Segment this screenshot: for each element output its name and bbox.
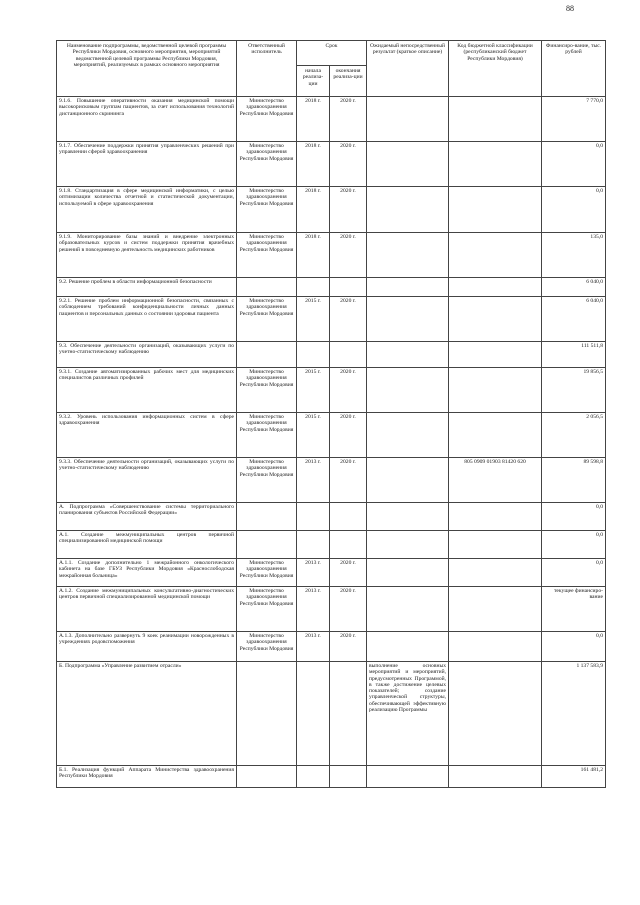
row-executor: [237, 342, 297, 368]
row-executor: [237, 503, 297, 531]
table-row: [57, 531, 606, 559]
row-start: [297, 662, 330, 766]
row-end: [330, 503, 367, 531]
row-name: 9.1.9. Мониторирование базы знаний и внедрение электронных образовательных курсов и систем поддержки принятия врачебных решений в повседневную деятельность медицинских работников: [57, 233, 237, 278]
row-end: [330, 662, 367, 766]
row-code: [449, 531, 542, 559]
row-code: [449, 503, 542, 531]
row-result: [367, 187, 449, 233]
row-executor: Министерство здравоохранения Республики Мордовия: [237, 187, 297, 233]
row-end: 2020 г.: [330, 413, 367, 458]
row-name: Б.1. Реализация функций Аппарата Министерства здравоохранения Республики Мордовия: [57, 766, 237, 788]
row-result: [367, 142, 449, 187]
page-number: 88: [566, 4, 574, 13]
row-funding: 0,0: [542, 187, 606, 233]
row-name: А.1.2. Создание межмуниципальных консультативно-диагностических центров первичной специализированной медицинской помощи: [57, 587, 237, 632]
row-start: 2018 г.: [297, 233, 330, 278]
row-executor: Министерство здравоохранения Республики Мордовия: [237, 233, 297, 278]
row-result: [367, 766, 449, 788]
row-code: [449, 662, 542, 766]
header-term-start: начала реализа-ции: [297, 66, 330, 97]
row-funding: 19 856,5: [542, 368, 606, 413]
row-result: [367, 342, 449, 368]
header-executor: Ответственный исполнитель: [237, 41, 297, 97]
row-name: А.1.1. Создание дополнительно 1 межрайонного онкологического кабинета на базе ГБУЗ Республики Мордовия «Краснослободская межрайонная больница»: [57, 559, 237, 587]
row-name: Б. Подпрограмма «Управление развитием отрасли»: [57, 662, 237, 766]
row-funding: 6 040,0: [542, 278, 606, 297]
table-row: [57, 559, 606, 587]
row-start: [297, 278, 330, 297]
table-row: [57, 503, 606, 531]
row-executor: Министерство здравоохранения Республики Мордовия: [237, 587, 297, 632]
row-executor: Министерство здравоохранения Республики Мордовия: [237, 413, 297, 458]
table-row: [57, 342, 606, 368]
row-result: [367, 559, 449, 587]
row-start: 2013 г.: [297, 587, 330, 632]
row-end: [330, 531, 367, 559]
row-executor: Министерство здравоохранения Республики Мордовия: [237, 458, 297, 503]
row-end: [330, 766, 367, 788]
row-start: 2015 г.: [297, 368, 330, 413]
row-funding: 0,0: [542, 503, 606, 531]
row-executor: Министерство здравоохранения Республики Мордовия: [237, 559, 297, 587]
row-funding: 7 770,0: [542, 97, 606, 142]
table-row: [57, 278, 606, 297]
row-funding: 1 137 583,9: [542, 662, 606, 766]
row-funding: 161 481,2: [542, 766, 606, 788]
row-start: 2013 г.: [297, 632, 330, 662]
row-end: 2020 г.: [330, 97, 367, 142]
row-start: 2018 г.: [297, 142, 330, 187]
row-code: [449, 342, 542, 368]
row-code: [449, 297, 542, 342]
row-end: 2020 г.: [330, 368, 367, 413]
row-end: 2020 г.: [330, 233, 367, 278]
row-code: [449, 632, 542, 662]
table-row: [57, 587, 606, 632]
row-code: [449, 278, 542, 297]
header-term-end: окончания реализа-ции: [330, 66, 367, 97]
row-result: [367, 632, 449, 662]
header-result: Ожидаемый непосредственный результат (краткое описание): [367, 41, 449, 97]
row-code: [449, 587, 542, 632]
row-result: [367, 531, 449, 559]
row-name: 9.1.8. Стандартизация в сфере медицинской информатики, с целью оптимизации количества отчетной и статистической документации, используемой в сфере здравоохранения: [57, 187, 237, 233]
table-row: [57, 632, 606, 662]
row-executor: Министерство здравоохранения Республики Мордовия: [237, 142, 297, 187]
row-end: 2020 г.: [330, 458, 367, 503]
row-start: [297, 531, 330, 559]
row-code: [449, 142, 542, 187]
row-executor: [237, 531, 297, 559]
table-row: [57, 662, 606, 766]
row-start: [297, 503, 330, 531]
row-code: [449, 368, 542, 413]
table-row: [57, 297, 606, 342]
row-name: 9.3.1. Создание автоматизированных рабочих мест для медицинских специалистов различных профилей: [57, 368, 237, 413]
row-end: 2020 г.: [330, 297, 367, 342]
row-result: [367, 413, 449, 458]
row-executor: Министерство здравоохранения Республики Мордовия: [237, 297, 297, 342]
row-result: [367, 278, 449, 297]
row-name: 9.2. Решение проблем в области информационной безопасности: [57, 278, 237, 297]
row-code: 805 0909 01903 81420 620: [449, 458, 542, 503]
row-start: [297, 766, 330, 788]
table-row: [57, 458, 606, 503]
row-name: 9.3.3. Обеспечение деятельности организаций, оказывающих услуги по учетно-статистическому наблюдению: [57, 458, 237, 503]
table-row: [57, 233, 606, 278]
row-name: 9.3.2. Уровень использования информационных систем в сфере здравоохранения: [57, 413, 237, 458]
row-end: [330, 278, 367, 297]
row-code: [449, 766, 542, 788]
row-result: [367, 97, 449, 142]
row-funding: 0,0: [542, 142, 606, 187]
row-result: [367, 503, 449, 531]
row-name: 9.3. Обеспечение деятельности организаций, оказывающих услуги по учетно-статистическому наблюдению: [57, 342, 237, 368]
row-name: 9.2.1. Решение проблем информационной безопасности, связанных с соблюдением требований конфиденциальности личных данных пациентов и персональных данных о состоянии здоровья пациента: [57, 297, 237, 342]
table-row: [57, 97, 606, 142]
row-code: [449, 413, 542, 458]
row-name: А.1. Создание межмуниципальных центров первичной специализированной медицинской помощи: [57, 531, 237, 559]
row-executor: [237, 766, 297, 788]
row-executor: Министерство здравоохранения Республики Мордовия: [237, 632, 297, 662]
row-result: [367, 587, 449, 632]
row-code: [449, 97, 542, 142]
header-budget-code: Код бюджетной классификации (республиканский бюджет Республики Мордовия): [449, 41, 542, 97]
row-start: 2013 г.: [297, 458, 330, 503]
header-name: Наименование подпрограммы, ведомственной целевой программы Республики Мордовия, основного мероприятия, мероприятий ведомственной целевой программы Республики Мордовия, мероприятий, реализуемых в рамках основного мероприятия: [57, 41, 237, 97]
row-result: [367, 233, 449, 278]
row-code: [449, 233, 542, 278]
row-funding: 135,0: [542, 233, 606, 278]
row-funding: 111 511,8: [542, 342, 606, 368]
table-row: [57, 368, 606, 413]
row-funding: 6 040,0: [542, 297, 606, 342]
header-term: Срок: [297, 41, 367, 66]
row-name: 9.1.7. Обеспечение поддержки принятия управленческих решений при управлении сферой здравоохранения: [57, 142, 237, 187]
table-row: [57, 766, 606, 788]
row-funding: 2 056,5: [542, 413, 606, 458]
row-executor: [237, 662, 297, 766]
table-row: [57, 142, 606, 187]
row-funding: 89 598,8: [542, 458, 606, 503]
row-end: 2020 г.: [330, 142, 367, 187]
row-funding: 0,0: [542, 632, 606, 662]
table-row: [57, 413, 606, 458]
row-funding: текущее финансиро-вание: [542, 587, 606, 632]
row-result: [367, 458, 449, 503]
row-funding: 0,0: [542, 559, 606, 587]
row-end: 2020 г.: [330, 587, 367, 632]
row-start: [297, 342, 330, 368]
header-funding: Финансиро-вание, тыс. рублей: [542, 41, 606, 97]
row-end: [330, 342, 367, 368]
row-result: [367, 368, 449, 413]
row-result: [367, 297, 449, 342]
row-start: 2018 г.: [297, 187, 330, 233]
row-end: 2020 г.: [330, 632, 367, 662]
row-start: 2013 г.: [297, 559, 330, 587]
row-executor: Министерство здравоохранения Республики Мордовия: [237, 97, 297, 142]
row-start: 2018 г.: [297, 97, 330, 142]
row-executor: Министерство здравоохранения Республики Мордовия: [237, 368, 297, 413]
table-row: [57, 187, 606, 233]
row-start: 2015 г.: [297, 413, 330, 458]
row-executor: [237, 278, 297, 297]
row-end: 2020 г.: [330, 187, 367, 233]
row-code: [449, 187, 542, 233]
row-funding: 0,0: [542, 531, 606, 559]
row-start: 2015 г.: [297, 297, 330, 342]
row-result: выполнение основных мероприятий и мероприятий, предусмотренных Программой, в также достижение целевых показателей; создание управленческой структуры, обеспечивающей эффективную реализацию Программы: [367, 662, 449, 766]
row-name: А.1.3. Дополнительно развернуть 9 коек реанимации новорожденных в учреждениях родовспоможения: [57, 632, 237, 662]
row-name: А. Подпрограмма «Совершенствование системы территориального планирования субъектов Российской Федерации»: [57, 503, 237, 531]
row-name: 9.1.6. Повышение оперативности оказания медицинской помощи высокорисковым группам пациентов, за счет использования технологий дистанционного скрининга: [57, 97, 237, 142]
row-end: 2020 г.: [330, 559, 367, 587]
row-code: [449, 559, 542, 587]
program-table: [56, 40, 606, 788]
